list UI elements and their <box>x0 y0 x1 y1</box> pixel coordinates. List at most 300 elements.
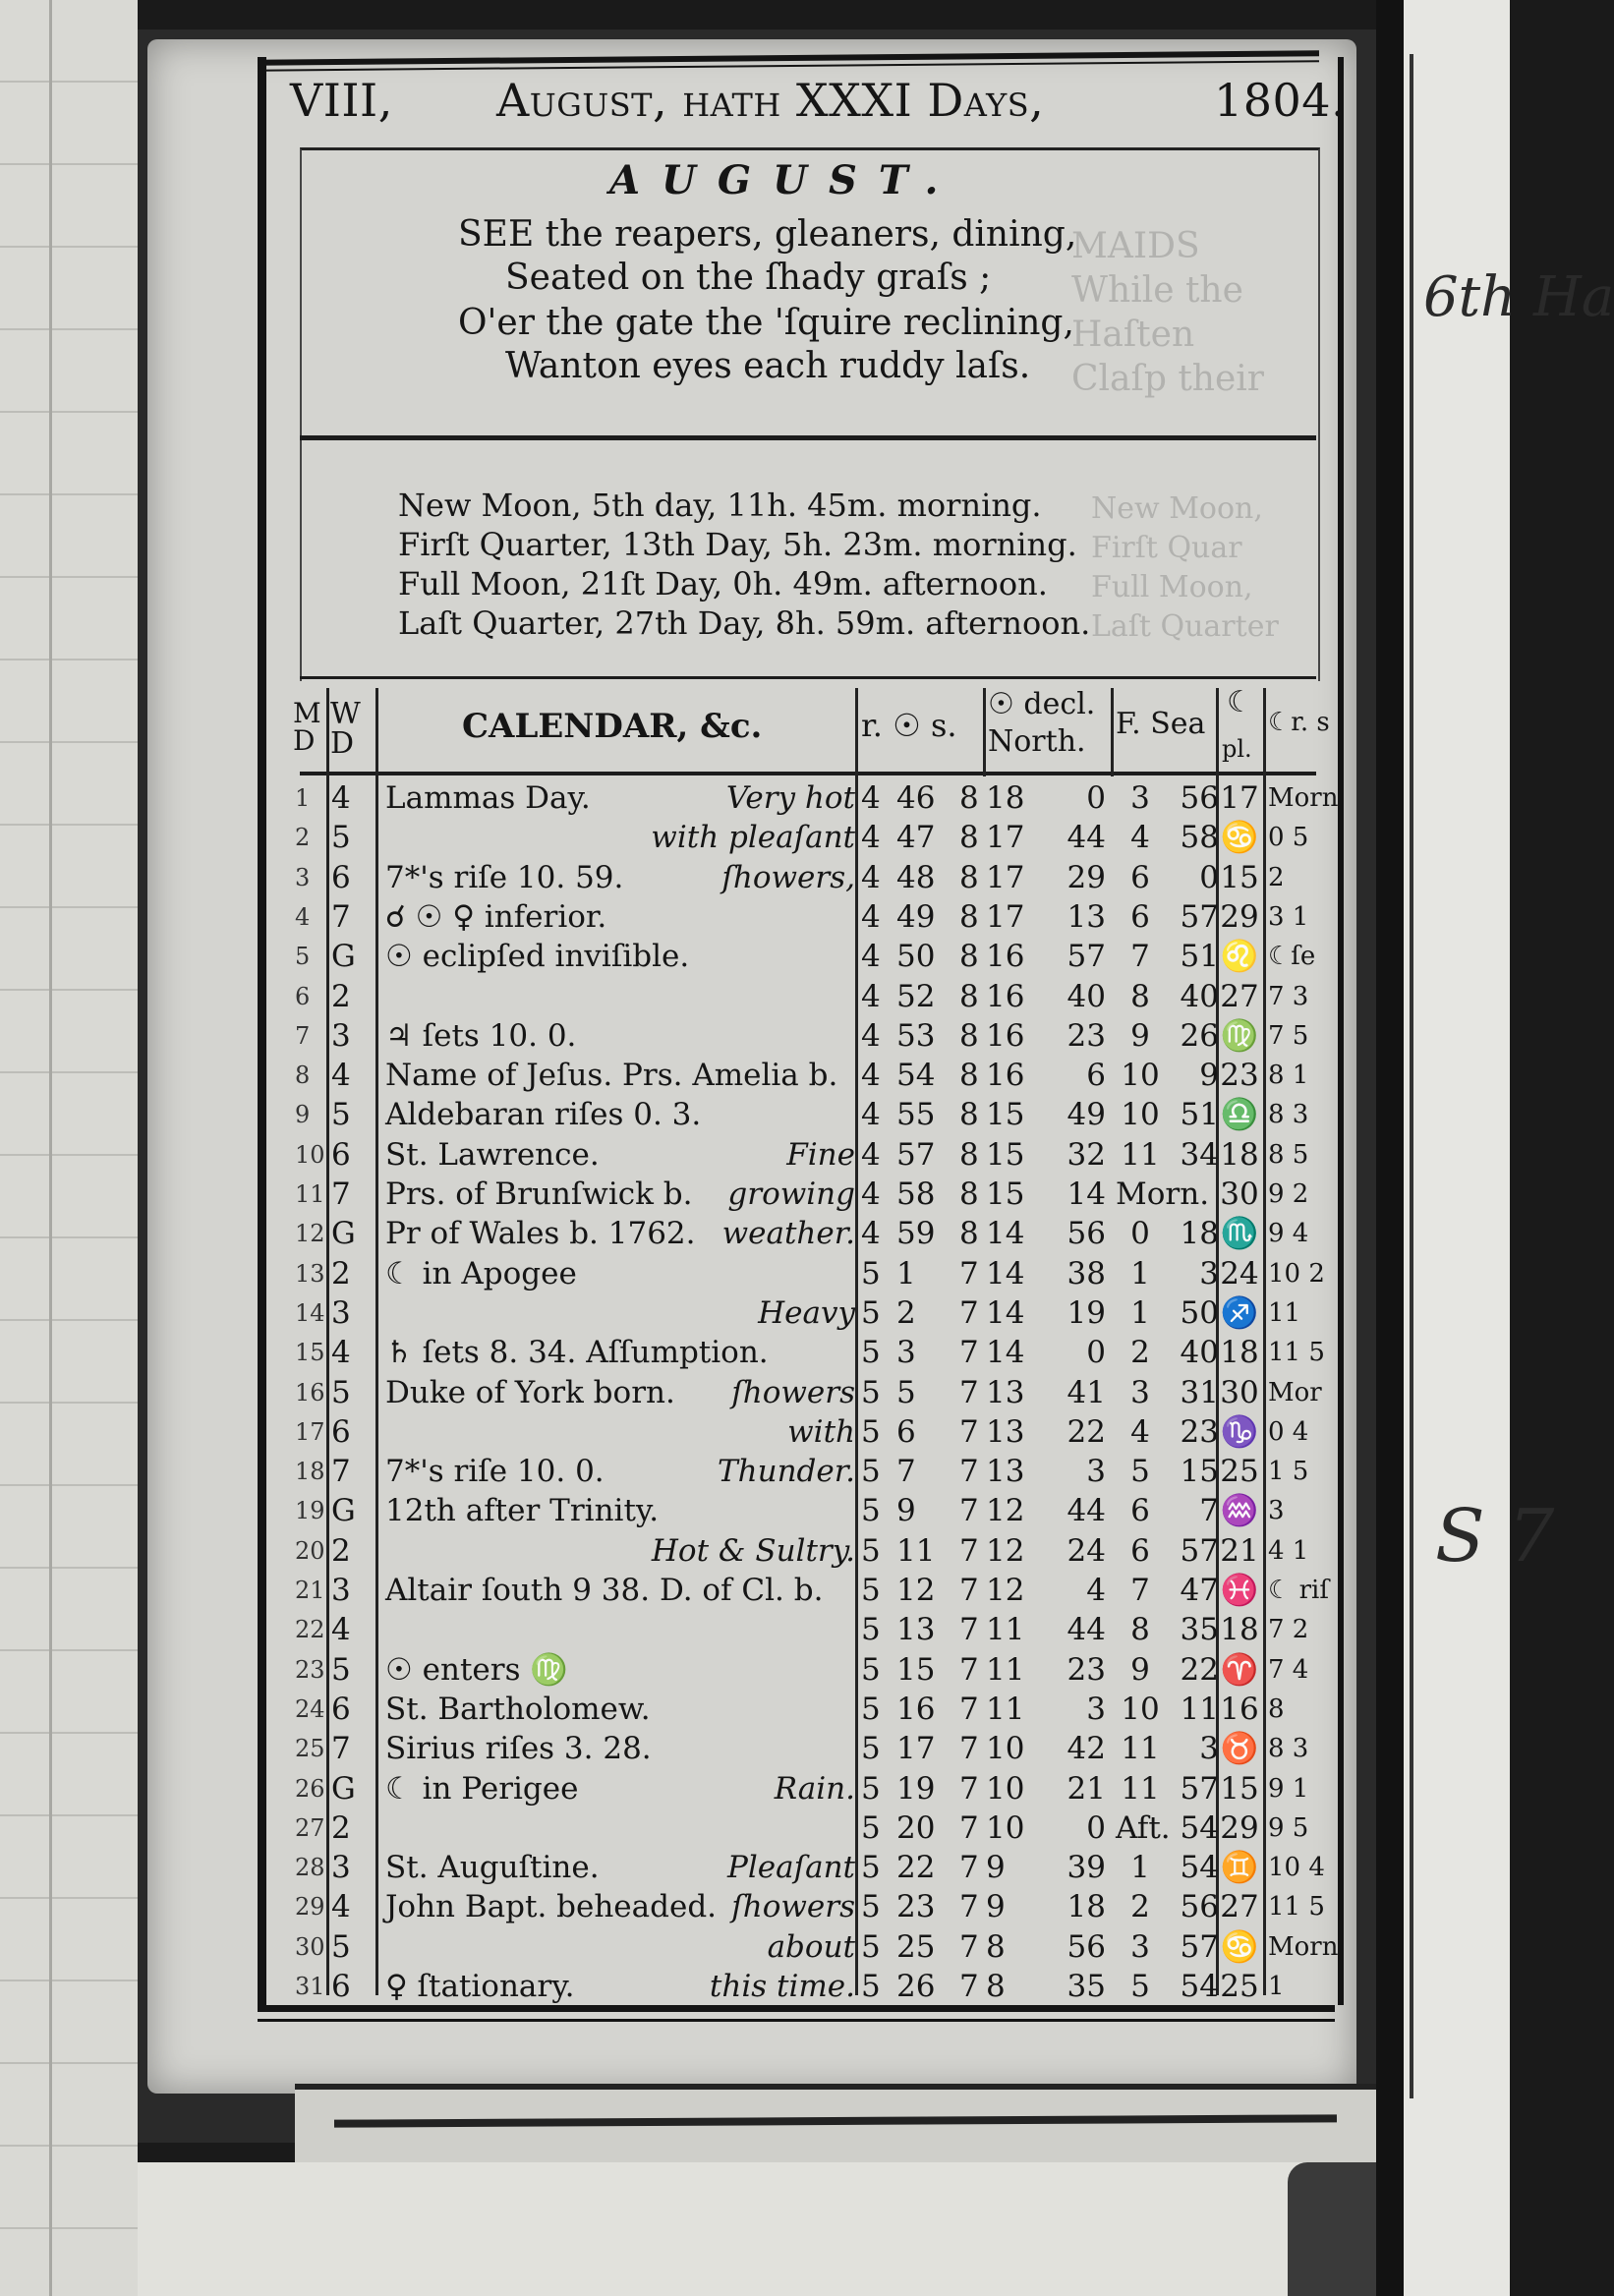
cell-fh: 10 <box>1121 1097 1160 1132</box>
table-row <box>0 1531 1510 1571</box>
cell-dm: 38 <box>1066 1256 1106 1292</box>
cell-fh: 10 <box>1121 1058 1160 1093</box>
cell-rh: 5 <box>861 1335 881 1370</box>
col-header-week-day: W D <box>330 697 361 761</box>
cell-mr: 4 1 <box>1268 1536 1309 1566</box>
cell-mr: 1 5 <box>1268 1457 1309 1486</box>
cell-fm: 54 <box>1180 1810 1219 1846</box>
cell-fh: 11 <box>1121 1731 1160 1766</box>
cell-fh: 2 <box>1130 1889 1150 1924</box>
cell-dm: 56 <box>1066 1216 1106 1251</box>
cell-rm: 48 <box>896 860 936 895</box>
cell-dd: 11 <box>986 1612 1025 1647</box>
cell-sh: 7 <box>959 1573 979 1608</box>
cell-mp: ♊ <box>1220 1850 1259 1885</box>
cell-mp: ♒ <box>1220 1493 1259 1528</box>
cell-mp: ♈ <box>1220 1652 1259 1688</box>
cell-dd: 12 <box>986 1493 1025 1528</box>
cell-mp: ♐ <box>1220 1295 1259 1331</box>
cell-mr: 11 <box>1268 1298 1301 1328</box>
cell-mp: 15 <box>1220 1771 1259 1807</box>
cell-fm: 7 <box>1199 1493 1219 1528</box>
cell-md: 29 <box>295 1893 325 1921</box>
cell-event: Sirius riſes 3. 28. <box>385 1731 652 1766</box>
cell-md: 6 <box>295 983 311 1010</box>
cell-sh: 8 <box>959 1216 979 1251</box>
table-row <box>0 1927 1510 1967</box>
cell-fh: 2 <box>1130 1335 1150 1370</box>
col-header-full-sea: F. Sea <box>1116 707 1206 741</box>
cell-rm: 3 <box>896 1335 916 1370</box>
cell-fm: 3 <box>1199 1731 1219 1766</box>
cell-rh: 4 <box>861 899 881 935</box>
col-header-moon-rise-set: ☾r. s <box>1268 708 1330 737</box>
cell-sh: 7 <box>959 1692 979 1727</box>
cell-dd: 14 <box>986 1335 1025 1370</box>
cell-fm: 58 <box>1180 820 1219 855</box>
cell-fh: 5 <box>1130 1969 1150 2004</box>
cell-md: 21 <box>295 1577 325 1604</box>
cell-wd: 4 <box>331 780 351 816</box>
cell-rh: 5 <box>861 1573 881 1608</box>
cell-dd: 13 <box>986 1414 1025 1450</box>
cell-rm: 20 <box>896 1810 936 1846</box>
cell-rh: 5 <box>861 1771 881 1807</box>
cell-event: ♄ ſets 8. 34. Aſſumption. <box>385 1335 769 1370</box>
cell-sh: 7 <box>959 1850 979 1885</box>
moon-phase-new: New Moon, 5th day, 11h. 45m. morning. <box>398 487 1042 524</box>
cell-md: 1 <box>295 784 311 812</box>
cell-rm: 49 <box>896 899 936 935</box>
cell-fh: 3 <box>1130 780 1150 816</box>
cell-fm: 50 <box>1180 1295 1219 1331</box>
cell-dm: 42 <box>1066 1731 1106 1766</box>
moon-phase-last-quarter: Laſt Quarter, 27th Day, 8h. 59m. afternoon. <box>398 604 1091 642</box>
cell-rh: 5 <box>861 1692 881 1727</box>
cell-weather: growing <box>727 1177 855 1212</box>
cell-fh: 11 <box>1121 1137 1160 1173</box>
cell-fh: 6 <box>1130 860 1150 895</box>
cell-event: Aldebaran riſes 0. 3. <box>385 1097 702 1132</box>
cell-event: St. Bartholomew. <box>385 1692 651 1727</box>
cell-mr: 7 2 <box>1268 1615 1309 1644</box>
cell-dd: 10 <box>986 1771 1025 1807</box>
cell-wd: 4 <box>331 1612 351 1647</box>
cell-dd: 15 <box>986 1097 1025 1132</box>
cell-mp: 18 <box>1220 1335 1259 1370</box>
table-row <box>0 1254 1510 1293</box>
cell-sh: 8 <box>959 1137 979 1173</box>
cell-weather: ſhowers, <box>721 860 855 895</box>
cell-event: ☾ in Perigee <box>385 1771 579 1807</box>
cell-md: 27 <box>295 1814 325 1842</box>
underlying-page-edge <box>295 2084 1376 2168</box>
cell-sh: 7 <box>959 1454 979 1489</box>
cell-dm: 40 <box>1066 979 1106 1014</box>
cell-rh: 5 <box>861 1850 881 1885</box>
cell-sh: 7 <box>959 1295 979 1331</box>
cell-wd: 7 <box>331 1454 351 1489</box>
cell-md: 30 <box>295 1933 325 1961</box>
table-row <box>0 1491 1510 1530</box>
cell-event: St. Auguſtine. <box>385 1850 600 1885</box>
cell-event: Lammas Day. <box>385 780 591 816</box>
cell-dd: 15 <box>986 1137 1025 1173</box>
cell-sh: 8 <box>959 1097 979 1132</box>
cell-sh: 8 <box>959 820 979 855</box>
table-row <box>0 1848 1510 1887</box>
cell-dd: 13 <box>986 1375 1025 1410</box>
cell-wd: 2 <box>331 979 351 1014</box>
cell-wd: 4 <box>331 1335 351 1370</box>
cell-mp: ♍ <box>1220 1018 1259 1054</box>
cell-rm: 58 <box>896 1177 936 1212</box>
cell-sh: 7 <box>959 1375 979 1410</box>
cell-sh: 7 <box>959 1533 979 1569</box>
poem-line: Wanton eyes each ruddy laſs. <box>505 346 1031 386</box>
table-row <box>0 977 1510 1016</box>
cell-mp: 29 <box>1220 1810 1259 1846</box>
cell-mr: 0 5 <box>1268 823 1309 852</box>
cell-rh: 4 <box>861 979 881 1014</box>
cell-wd: 4 <box>331 1058 351 1093</box>
cell-dm: 41 <box>1066 1375 1106 1410</box>
cell-wd: G <box>331 1493 356 1528</box>
cell-wd: 3 <box>331 1018 351 1054</box>
cell-dd: 10 <box>986 1731 1025 1766</box>
cell-mp: 18 <box>1220 1137 1259 1173</box>
cell-fm: 40 <box>1180 1335 1219 1370</box>
cell-sh: 7 <box>959 1652 979 1688</box>
cell-dd: 18 <box>986 780 1025 816</box>
cell-weather: ſhowers <box>731 1889 855 1924</box>
cell-mr: 0 4 <box>1268 1417 1309 1447</box>
table-row <box>0 1967 1510 2006</box>
cell-rm: 2 <box>896 1295 916 1331</box>
cell-rh: 5 <box>861 1652 881 1688</box>
cell-rh: 4 <box>861 820 881 855</box>
cell-mr: 11 5 <box>1268 1892 1325 1922</box>
cell-wd: 7 <box>331 1177 351 1212</box>
cell-dm: 56 <box>1066 1929 1106 1965</box>
cell-mr: Morn <box>1268 1932 1339 1962</box>
cell-dd: 11 <box>986 1652 1025 1688</box>
cell-event: St. Lawrence. <box>385 1137 600 1173</box>
cell-weather: about <box>767 1929 855 1965</box>
cell-dm: 0 <box>1086 1335 1106 1370</box>
cell-wd: 4 <box>331 1889 351 1924</box>
cell-dd: 17 <box>986 860 1025 895</box>
cell-dm: 4 <box>1086 1573 1106 1608</box>
cell-fh: 4 <box>1130 820 1150 855</box>
cell-mp: ♌ <box>1220 939 1259 974</box>
cell-mr: 7 3 <box>1268 982 1309 1011</box>
cell-sh: 7 <box>959 1414 979 1450</box>
cell-mp: ♎ <box>1220 1097 1259 1132</box>
table-row <box>0 1056 1510 1095</box>
cell-rm: 46 <box>896 780 936 816</box>
poem-title: AUGUST. <box>609 157 960 203</box>
cell-fm: 57 <box>1180 1929 1219 1965</box>
cell-md: 14 <box>295 1299 325 1327</box>
cell-rm: 53 <box>896 1018 936 1054</box>
cell-dm: 3 <box>1086 1692 1106 1727</box>
table-row <box>0 1729 1510 1768</box>
cell-sh: 8 <box>959 1058 979 1093</box>
cell-mr: 7 5 <box>1268 1021 1309 1051</box>
cell-fm: 40 <box>1180 979 1219 1014</box>
cell-rm: 5 <box>896 1375 916 1410</box>
cell-md: 16 <box>295 1379 325 1406</box>
col-header-declination: ☉ decl. <box>988 687 1096 721</box>
table-row <box>0 1412 1510 1452</box>
cell-rh: 5 <box>861 1256 881 1292</box>
moon-phase-first-quarter: Firſt Quarter, 13th Day, 5h. 23m. morning. <box>398 526 1077 563</box>
cell-rh: 5 <box>861 1493 881 1528</box>
cell-weather: with <box>787 1414 855 1450</box>
cell-fh: 3 <box>1130 1375 1150 1410</box>
cell-wd: 5 <box>331 1097 351 1132</box>
cell-rm: 9 <box>896 1493 916 1528</box>
cell-weather: Heavy <box>758 1295 855 1331</box>
cell-dm: 35 <box>1066 1969 1106 2004</box>
cell-mp: 29 <box>1220 899 1259 935</box>
cell-wd: 2 <box>331 1256 351 1292</box>
table-row <box>0 1650 1510 1690</box>
cell-fh: 3 <box>1130 1929 1150 1965</box>
cell-dm: 19 <box>1066 1295 1106 1331</box>
cell-fh: Morn. <box>1116 1177 1210 1212</box>
cell-sh: 8 <box>959 1018 979 1054</box>
cell-dd: 9 <box>986 1850 1006 1885</box>
cell-dm: 13 <box>1066 899 1106 935</box>
cell-dd: 16 <box>986 979 1025 1014</box>
cell-rh: 5 <box>861 1731 881 1766</box>
cell-event: Altair ſouth 9 38. D. of Cl. b. <box>385 1573 824 1608</box>
cell-fm: 56 <box>1180 1889 1219 1924</box>
cell-weather: Very hot <box>725 780 855 816</box>
cell-sh: 7 <box>959 1612 979 1647</box>
cell-md: 13 <box>295 1260 325 1288</box>
cell-weather: with pleaſant <box>651 820 855 855</box>
cell-rh: 4 <box>861 1216 881 1251</box>
cell-rm: 59 <box>896 1216 936 1251</box>
cell-dm: 3 <box>1086 1454 1106 1489</box>
cell-mr: 1 <box>1268 1972 1285 2001</box>
cell-event: ☾ in Apogee <box>385 1256 577 1292</box>
table-row <box>0 858 1510 897</box>
cell-wd: 2 <box>331 1533 351 1569</box>
cell-mp: ♏ <box>1220 1216 1259 1251</box>
cell-fh: 7 <box>1130 1573 1150 1608</box>
cell-md: 9 <box>295 1101 311 1128</box>
table-row <box>0 1610 1510 1649</box>
cell-md: 5 <box>295 943 311 970</box>
cell-weather: weather. <box>721 1216 855 1251</box>
cell-wd: 5 <box>331 1375 351 1410</box>
cell-sh: 7 <box>959 1889 979 1924</box>
cell-sh: 7 <box>959 1771 979 1807</box>
poem-line: SEE the reapers, gleaners, dining, <box>458 214 1077 255</box>
cell-sh: 8 <box>959 939 979 974</box>
cell-mp: ♉ <box>1220 1731 1259 1766</box>
table-row <box>0 1214 1510 1253</box>
cell-mr: Mor <box>1268 1378 1322 1407</box>
cell-rm: 15 <box>896 1652 936 1688</box>
cell-wd: 3 <box>331 1850 351 1885</box>
table-row <box>0 1887 1510 1926</box>
cell-dm: 57 <box>1066 939 1106 974</box>
desk-surface <box>138 2162 1376 2296</box>
cell-mp: 21 <box>1220 1533 1259 1569</box>
cell-dm: 24 <box>1066 1533 1106 1569</box>
cell-weather: Hot & Sultry. <box>651 1533 855 1569</box>
table-row <box>0 1571 1510 1610</box>
cell-wd: 7 <box>331 1731 351 1766</box>
col-header-month-day: M D <box>293 697 321 757</box>
cell-dm: 32 <box>1066 1137 1106 1173</box>
cell-dm: 49 <box>1066 1097 1106 1132</box>
cell-rh: 5 <box>861 1929 881 1965</box>
cell-mr: 2 <box>1268 863 1285 892</box>
cell-fm: 57 <box>1180 1533 1219 1569</box>
cell-rh: 4 <box>861 1018 881 1054</box>
cell-event: Prs. of Brunſwick b. <box>385 1177 693 1212</box>
cell-dm: 6 <box>1086 1058 1106 1093</box>
cell-dd: 14 <box>986 1216 1025 1251</box>
cell-mr: 10 2 <box>1268 1259 1325 1289</box>
cell-weather: ſhowers <box>731 1375 855 1410</box>
cell-event: 7*'s riſe 10. 0. <box>385 1454 605 1489</box>
cell-wd: 6 <box>331 1692 351 1727</box>
table-row <box>0 1333 1510 1372</box>
cell-sh: 7 <box>959 1493 979 1528</box>
cell-wd: 5 <box>331 820 351 855</box>
cell-dm: 44 <box>1066 820 1106 855</box>
cell-rm: 12 <box>896 1573 936 1608</box>
cell-fh: 9 <box>1130 1018 1150 1054</box>
cell-fh: 11 <box>1121 1771 1160 1807</box>
cell-event: John Bapt. beheaded. <box>385 1889 718 1924</box>
cell-fh: 5 <box>1130 1454 1150 1489</box>
cell-wd: 2 <box>331 1810 351 1846</box>
cell-mp: 25 <box>1220 1454 1259 1489</box>
cell-fh: 1 <box>1130 1256 1150 1292</box>
cell-fh: 6 <box>1130 899 1150 935</box>
cell-mr: Morn <box>1268 783 1339 813</box>
cell-rm: 57 <box>896 1137 936 1173</box>
cell-dd: 16 <box>986 1018 1025 1054</box>
table-row <box>0 778 1510 818</box>
cell-dm: 21 <box>1066 1771 1106 1807</box>
cell-fh: 1 <box>1130 1850 1150 1885</box>
col-header-moon-place: ☾ <box>1227 685 1253 719</box>
cell-sh: 7 <box>959 1810 979 1846</box>
cell-mp: ♑ <box>1220 1414 1259 1450</box>
cell-rh: 5 <box>861 1612 881 1647</box>
cell-fm: 0 <box>1199 860 1219 895</box>
cell-event: ♀ ſtationary. <box>385 1969 575 2004</box>
cell-rm: 13 <box>896 1612 936 1647</box>
cell-fh: 1 <box>1130 1295 1150 1331</box>
cell-mp: 18 <box>1220 1612 1259 1647</box>
cell-dd: 9 <box>986 1889 1006 1924</box>
cell-dm: 0 <box>1086 1810 1106 1846</box>
cell-md: 20 <box>295 1537 325 1565</box>
table-row <box>0 1452 1510 1491</box>
cell-md: 26 <box>295 1775 325 1803</box>
cell-dm: 18 <box>1066 1889 1106 1924</box>
poem-line: Seated on the ſhady graſs ; <box>505 258 992 298</box>
cell-rh: 5 <box>861 1969 881 2004</box>
cell-wd: 3 <box>331 1295 351 1331</box>
cell-rh: 4 <box>861 1177 881 1212</box>
cell-rh: 5 <box>861 1889 881 1924</box>
cell-dm: 22 <box>1066 1414 1106 1450</box>
page-header <box>290 74 1347 143</box>
cell-fm: 35 <box>1180 1612 1219 1647</box>
cell-wd: 6 <box>331 1969 351 2004</box>
cell-sh: 8 <box>959 860 979 895</box>
cell-wd: 7 <box>331 899 351 935</box>
cell-fm: 3 <box>1199 1256 1219 1292</box>
cell-mp: 30 <box>1220 1375 1259 1410</box>
cell-rh: 4 <box>861 1137 881 1173</box>
cell-rm: 26 <box>896 1969 936 2004</box>
table-row <box>0 1175 1510 1214</box>
cell-mp: ♓ <box>1220 1573 1259 1608</box>
cell-rm: 1 <box>896 1256 916 1292</box>
divider <box>300 435 1316 440</box>
cell-mr: 7 4 <box>1268 1655 1309 1685</box>
cell-md: 15 <box>295 1339 325 1366</box>
table-row <box>0 897 1510 937</box>
cell-fm: 57 <box>1180 899 1219 935</box>
cell-fh: 6 <box>1130 1533 1150 1569</box>
cell-wd: 3 <box>331 1573 351 1608</box>
cell-fm: 57 <box>1180 1771 1219 1807</box>
cell-mr: 8 5 <box>1268 1140 1309 1170</box>
cell-fm: 31 <box>1180 1375 1219 1410</box>
cell-event: ☉ enters ♍ <box>385 1652 568 1688</box>
cell-mp: 30 <box>1220 1177 1259 1212</box>
cell-dm: 29 <box>1066 860 1106 895</box>
cell-sh: 7 <box>959 1256 979 1292</box>
cell-wd: G <box>331 939 356 974</box>
col-header-sun: r. ☉ s. <box>861 707 957 744</box>
cell-rm: 47 <box>896 820 936 855</box>
cell-md: 7 <box>295 1022 311 1050</box>
cell-dd: 17 <box>986 820 1025 855</box>
cell-fm: 9 <box>1199 1058 1219 1093</box>
cell-fh: 7 <box>1130 939 1150 974</box>
cell-rm: 6 <box>896 1414 916 1450</box>
cell-dd: 14 <box>986 1295 1025 1331</box>
cell-mr: 9 4 <box>1268 1219 1309 1248</box>
cell-md: 2 <box>295 824 311 851</box>
cell-fm: 18 <box>1180 1216 1219 1251</box>
cell-fm: 51 <box>1180 1097 1219 1132</box>
cell-mr: 11 5 <box>1268 1338 1325 1367</box>
cell-event: 7*'s riſe 10. 59. <box>385 860 624 895</box>
cell-rm: 23 <box>896 1889 936 1924</box>
cell-dd: 15 <box>986 1177 1025 1212</box>
cell-rm: 11 <box>896 1533 936 1569</box>
cell-md: 28 <box>295 1854 325 1881</box>
cell-dm: 0 <box>1086 780 1106 816</box>
cell-mp: ♋ <box>1220 820 1259 855</box>
cell-weather: Rain. <box>774 1771 855 1807</box>
